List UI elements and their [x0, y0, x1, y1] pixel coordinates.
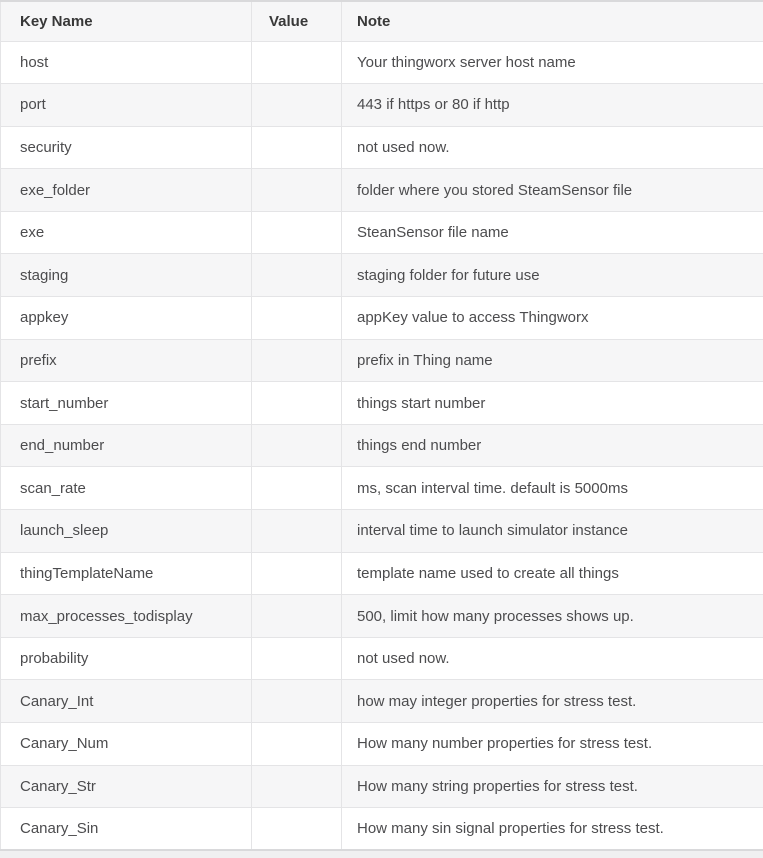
value-cell — [252, 41, 342, 84]
column-header-key-name: Key Name — [1, 1, 252, 41]
note-cell: SteanSensor file name — [342, 211, 763, 254]
value-cell — [252, 595, 342, 638]
key-cell: Canary_Int — [1, 680, 252, 723]
key-cell: appkey — [1, 297, 252, 340]
table-row — [1, 765, 763, 808]
table-row — [1, 211, 763, 254]
key-cell: host — [1, 41, 252, 84]
note-cell: ms, scan interval time. default is 5000ms — [342, 467, 763, 510]
value-cell — [252, 84, 342, 127]
table-row — [1, 169, 763, 212]
key-cell: launch_sleep — [1, 510, 252, 553]
column-header-value: Value — [252, 1, 342, 41]
value-cell — [252, 254, 342, 297]
table-row — [1, 510, 763, 553]
value-cell — [252, 467, 342, 510]
table-row — [1, 41, 763, 84]
table-row — [1, 382, 763, 425]
table-header — [1, 1, 763, 41]
table-row — [1, 254, 763, 297]
key-cell: start_number — [1, 382, 252, 425]
note-cell: How many string properties for stress test. — [342, 765, 763, 808]
note-cell: staging folder for future use — [342, 254, 763, 297]
table-row — [1, 552, 763, 595]
value-cell — [252, 510, 342, 553]
key-cell: Canary_Str — [1, 765, 252, 808]
note-cell: 443 if https or 80 if http — [342, 84, 763, 127]
note-cell: interval time to launch simulator instance — [342, 510, 763, 553]
key-cell: prefix — [1, 339, 252, 382]
note-cell: How many number properties for stress test. — [342, 723, 763, 766]
value-cell — [252, 424, 342, 467]
key-cell: scan_rate — [1, 467, 252, 510]
table-body — [1, 41, 763, 850]
note-cell: not used now. — [342, 126, 763, 169]
value-cell — [252, 297, 342, 340]
table-row — [1, 467, 763, 510]
key-cell: exe — [1, 211, 252, 254]
note-cell: folder where you stored SteamSensor file — [342, 169, 763, 212]
table-row — [1, 680, 763, 723]
key-cell: staging — [1, 254, 252, 297]
value-cell — [252, 211, 342, 254]
table-row — [1, 297, 763, 340]
table-row — [1, 84, 763, 127]
note-cell: How many sin signal properties for stress test. — [342, 808, 763, 851]
value-cell — [252, 552, 342, 595]
value-cell — [252, 169, 342, 212]
key-cell: port — [1, 84, 252, 127]
value-cell — [252, 808, 342, 851]
table-row — [1, 339, 763, 382]
note-cell: things end number — [342, 424, 763, 467]
value-cell — [252, 723, 342, 766]
value-cell — [252, 680, 342, 723]
note-cell: template name used to create all things — [342, 552, 763, 595]
key-cell: Canary_Sin — [1, 808, 252, 851]
key-cell: security — [1, 126, 252, 169]
key-cell: exe_folder — [1, 169, 252, 212]
table-row — [1, 126, 763, 169]
key-cell: end_number — [1, 424, 252, 467]
table-row — [1, 723, 763, 766]
note-cell: prefix in Thing name — [342, 339, 763, 382]
key-cell: probability — [1, 637, 252, 680]
key-cell: Canary_Num — [1, 723, 252, 766]
table-row — [1, 595, 763, 638]
key-cell: max_processes_todisplay — [1, 595, 252, 638]
note-cell: things start number — [342, 382, 763, 425]
note-cell: how may integer properties for stress test. — [342, 680, 763, 723]
key-cell: thingTemplateName — [1, 552, 252, 595]
note-cell: 500, limit how many processes shows up. — [342, 595, 763, 638]
table-row — [1, 637, 763, 680]
value-cell — [252, 765, 342, 808]
note-cell: appKey value to access Thingworx — [342, 297, 763, 340]
value-cell — [252, 126, 342, 169]
column-header-note: Note — [342, 1, 763, 41]
table-row — [1, 424, 763, 467]
note-cell: Your thingworx server host name — [342, 41, 763, 84]
table-row — [1, 808, 763, 851]
value-cell — [252, 339, 342, 382]
note-cell: not used now. — [342, 637, 763, 680]
value-cell — [252, 637, 342, 680]
value-cell — [252, 382, 342, 425]
header-row — [1, 1, 763, 41]
